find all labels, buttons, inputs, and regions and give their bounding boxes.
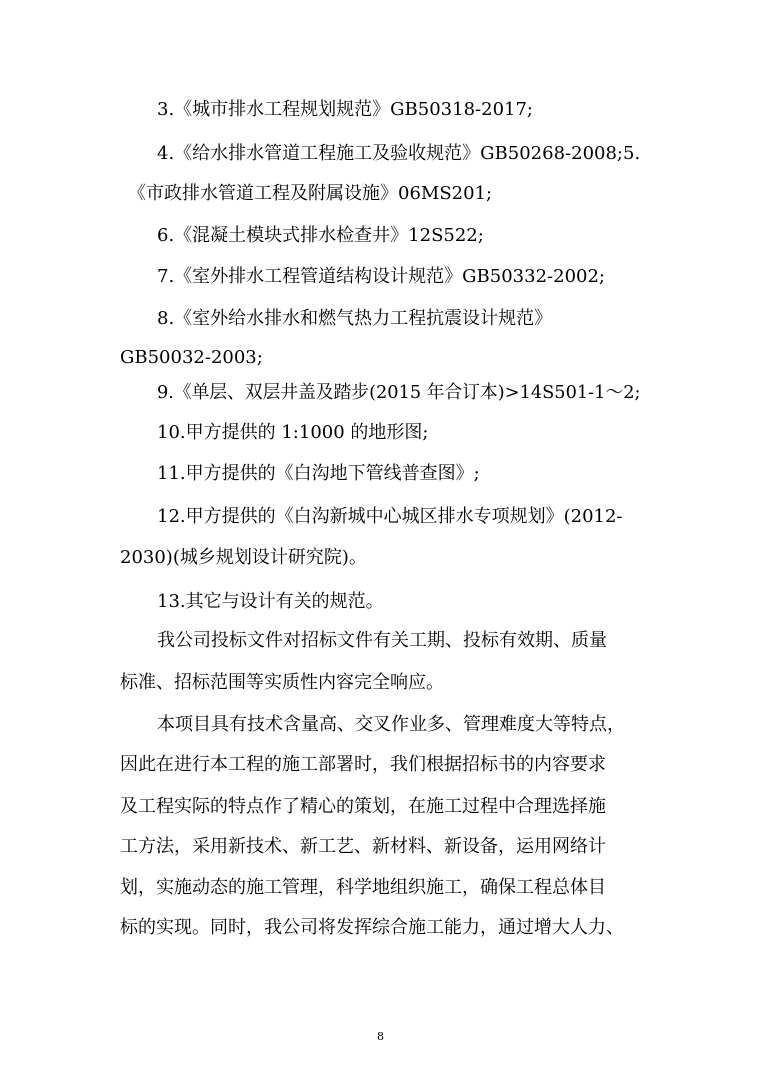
text-line: 本项目具有技术含量高、交叉作业多、管理难度大等特点， — [157, 714, 625, 735]
text-line: 因此在进行本工程的施工部署时，我们根据招标书的内容要求 — [120, 754, 606, 775]
text-line: 工方法，采用新技术、新工艺、新材料、新设备，运用网络计 — [120, 836, 606, 857]
text-line: 7.《室外排水工程管道结构设计规范》GB50332-2002; — [157, 266, 605, 287]
text-line: 10.甲方提供的 1:1000 的地形图; — [157, 422, 429, 443]
text-line: 及工程实际的特点作了精心的策划，在施工过程中合理选择施 — [120, 796, 606, 817]
text-line: 13.其它与设计有关的规范。 — [157, 591, 384, 612]
text-line: 标准、招标范围等实质性内容完全响应。 — [120, 672, 444, 693]
text-line: 我公司投标文件对招标文件有关工期、投标有效期、质量 — [157, 630, 607, 651]
text-line: 4.《给水排水管道工程施工及验收规范》GB50268-2008;5. — [157, 143, 641, 164]
text-line: 9.《单层、双层井盖及踏步(2015 年合订本)>14S501-1～2; — [157, 382, 641, 403]
text-line: 划，实施动态的施工管理，科学地组织施工，确保工程总体目 — [120, 877, 606, 898]
text-line: 标的实现。同时，我公司将发挥综合施工能力，通过增大人力、 — [120, 917, 624, 938]
text-line: GB50032-2003; — [120, 347, 263, 368]
text-line: 11.甲方提供的《白沟地下管线普查图》; — [157, 463, 480, 484]
text-line: 8.《室外给水排水和燃气热力工程抗震设计规范》 — [157, 308, 553, 329]
text-line: 《市政排水管道工程及附属设施》06MS201; — [128, 183, 493, 204]
text-line: 6.《混凝土模块式排水检查井》12S522; — [157, 225, 484, 246]
text-line: 3.《城市排水工程规划规范》GB50318-2017; — [157, 99, 533, 120]
text-line: 12.甲方提供的《白沟新城中心城区排水专项规划》(2012- — [157, 506, 623, 527]
text-line: 2030)(城乡规划设计研究院)。 — [120, 547, 367, 568]
page-number: 8 — [377, 1030, 384, 1043]
